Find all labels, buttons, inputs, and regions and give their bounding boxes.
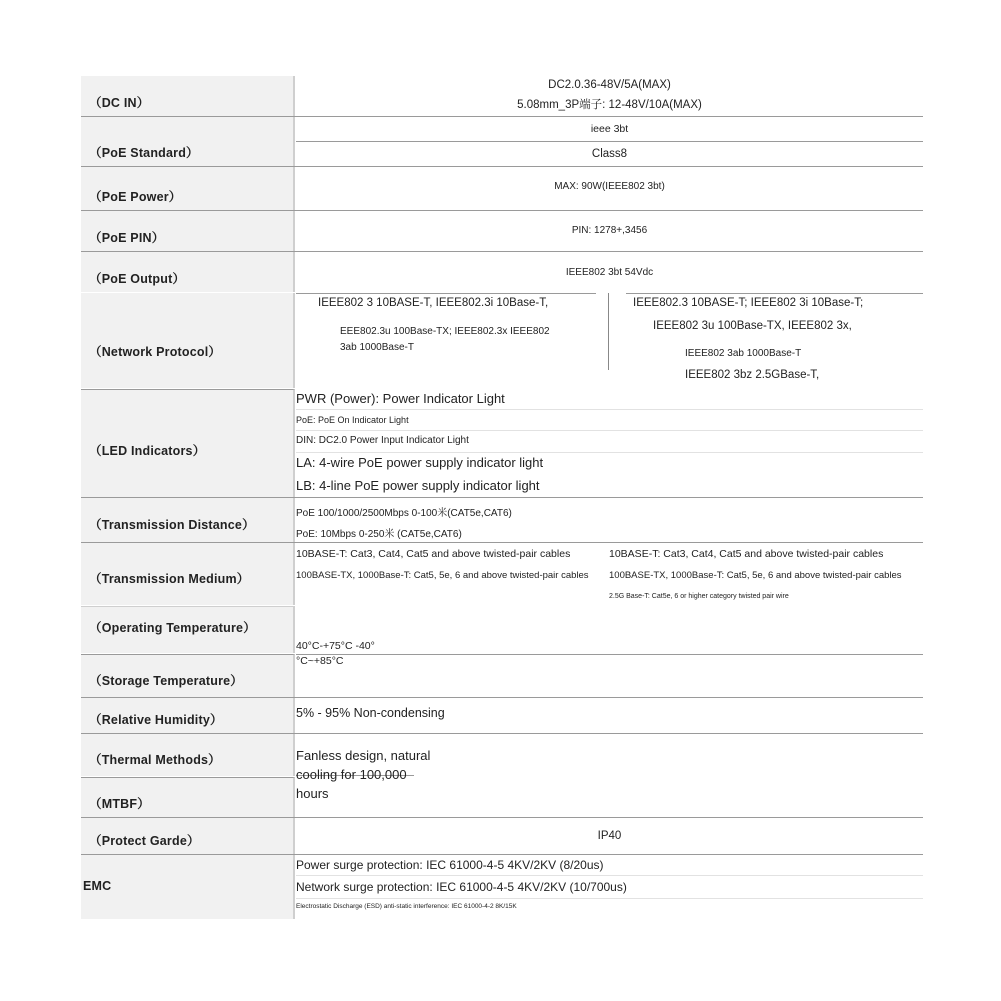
row-storage-temperature [81,654,923,698]
storage-temp-value: °C~+85°C [296,655,344,667]
row-transmission-medium [81,543,923,605]
row-label: （Protect Garde） [89,834,200,848]
value-cell [296,293,923,388]
value-cell [296,855,923,919]
poe-output-value: IEEE802 3bt 54Vdc [565,267,654,278]
label-cell [81,606,295,653]
label-cell [81,117,295,166]
row-operating-temperature [81,606,923,653]
row-relative-humidity [81,698,923,734]
row-network-protocol [81,293,923,388]
protocol-right-line1: IEEE802.3 10BASE-T; IEEE802 3i 10Base-T; [633,297,864,309]
row-label: （PoE PIN） [89,231,165,245]
label-cell [81,777,295,817]
row-label: （Operating Temperature） [89,621,256,635]
value-cell [296,606,923,653]
row-poe-output [81,252,923,292]
row-label: （Network Protocol） [89,345,222,359]
cell-divider [296,430,923,431]
value-cell [296,818,923,854]
row-led-indicators [81,389,923,498]
label-cell [81,211,295,251]
row-label: （Relative Humidity） [89,713,223,727]
label-cell [81,498,295,542]
operating-temp-value: 40°C-+75°C -40° [296,640,375,652]
label-cell [81,293,295,388]
emc-line3: Electrostatic Discharge (ESD) anti-static interference: IEC 61000-4-2 8K/15K [296,903,517,910]
row-label: （PoE Standard） [89,146,199,160]
protocol-left-line1: IEEE802 3 10BASE-T, IEEE802.3i 10Base-T, [318,297,549,309]
row-label: （Storage Temperature） [89,674,244,688]
dc-in-line2: 5.08mm_3P端子: 12-48V/10A(MAX) [517,99,702,111]
label-cell [81,389,295,497]
row-dc-in [81,76,923,117]
row-label: （Transmission Medium） [89,572,250,586]
medium-right-line2: 100BASE-TX, 1000Base-T: Cat5, 5e, 6 and above twisted-pair cables [609,570,902,581]
row-label: （Transmission Distance） [89,518,255,532]
value-cell [296,117,923,166]
value-cell [296,654,923,697]
cell-divider [296,898,923,899]
label-cell [81,654,295,697]
led-poe: PoE: PoE On Indicator Light [296,415,409,425]
value-cell [296,498,923,542]
row-label: EMC [83,879,112,893]
medium-right-line1: 10BASE-T: Cat3, Cat4, Cat5 and above twisted-pair cables [609,548,884,560]
emc-line1: Power surge protection: IEC 61000-4-5 4KV/2KV (8/20us) [296,858,604,872]
value-cell [296,698,923,733]
value-cell [296,543,923,605]
led-lb: LB: 4-line PoE power supply indicator light [296,478,540,493]
value-cell [296,167,923,210]
cell-divider [296,875,923,876]
cell-divider [296,409,923,410]
value-cell [296,767,923,817]
row-thermal-methods [81,734,923,776]
led-la: LA: 4-wire PoE power supply indicator light [296,455,544,470]
medium-left-line2: 100BASE-TX, 1000Base-T: Cat5, 5e, 6 and above twisted-pair cables [296,570,589,581]
value-cell [296,76,923,116]
row-label: （PoE Output） [89,272,186,286]
row-mtbf [81,767,923,818]
row-poe-power [81,167,923,211]
humidity-value: 5% - 95% Non-condensing [296,706,445,720]
row-poe-standard [81,117,923,167]
row-label: （Thermal Methods） [89,753,221,767]
value-cell [296,252,923,292]
led-pwr: PWR (Power): Power Indicator Light [296,391,505,406]
mtbf-value: hours [296,786,329,801]
distance-line2: PoE: 10Mbps 0-250米 (CAT5e,CAT6) [296,529,462,540]
led-din: DIN: DC2.0 Power Input Indicator Light [296,435,469,446]
row-label: （LED Indicators） [89,444,206,458]
column-divider [608,293,609,370]
label-cell [81,818,295,854]
label-cell [81,167,295,210]
cell-divider [296,452,923,453]
row-emc [81,855,923,919]
value-cell [296,389,923,497]
cell-divider [296,141,923,142]
thermal-line2: cooling for 100,000 [296,767,407,782]
poe-standard-line1: ieee 3bt [590,123,629,135]
label-cell [81,543,295,605]
row-label: （DC IN） [89,96,150,110]
protocol-right-line2: IEEE802 3u 100Base-TX, IEEE802 3x, [653,320,852,332]
poe-pin-value: PIN: 1278+,3456 [571,225,648,236]
label-cell [81,855,295,919]
protocol-right-line4: IEEE802 3bz 2.5GBase-T, [685,369,820,381]
emc-line2: Network surge protection: IEC 61000-4-5 4KV/2KV (10/700us) [296,880,627,894]
row-transmission-distance [81,498,923,543]
protect-grade-value: IP40 [597,830,622,842]
medium-left-line1: 10BASE-T: Cat3, Cat4, Cat5 and above twisted-pair cables [296,548,571,560]
value-cell [296,211,923,251]
label-cell [81,76,295,116]
medium-right-line3: 2.5G Base-T: Cat5e, 6 or higher category twisted pair wire [609,593,789,600]
row-label: （MTBF） [89,797,150,811]
poe-power-value: MAX: 90W(IEEE802 3bt) [554,181,665,192]
spec-table [81,76,923,919]
label-cell [81,698,295,733]
label-cell [81,252,295,292]
protocol-right-line3: IEEE802 3ab 1000Base-T [685,348,802,359]
distance-line1: PoE 100/1000/2500Mbps 0-100米(CAT5e,CAT6) [296,508,512,519]
poe-standard-line2: Class8 [591,148,628,160]
row-protect-grade [81,818,923,855]
dc-in-line1: DC2.0.36-48V/5A(MAX) [548,79,671,91]
label-cell [81,734,295,776]
protocol-left-line2: EEE802.3u 100Base-TX; IEEE802.3x IEEE802 [340,326,550,337]
row-label: （PoE Power） [89,190,182,204]
row-poe-pin [81,211,923,252]
thermal-line1: Fanless design, natural [296,748,431,763]
protocol-left-line3: 3ab 1000Base-T [340,342,414,353]
